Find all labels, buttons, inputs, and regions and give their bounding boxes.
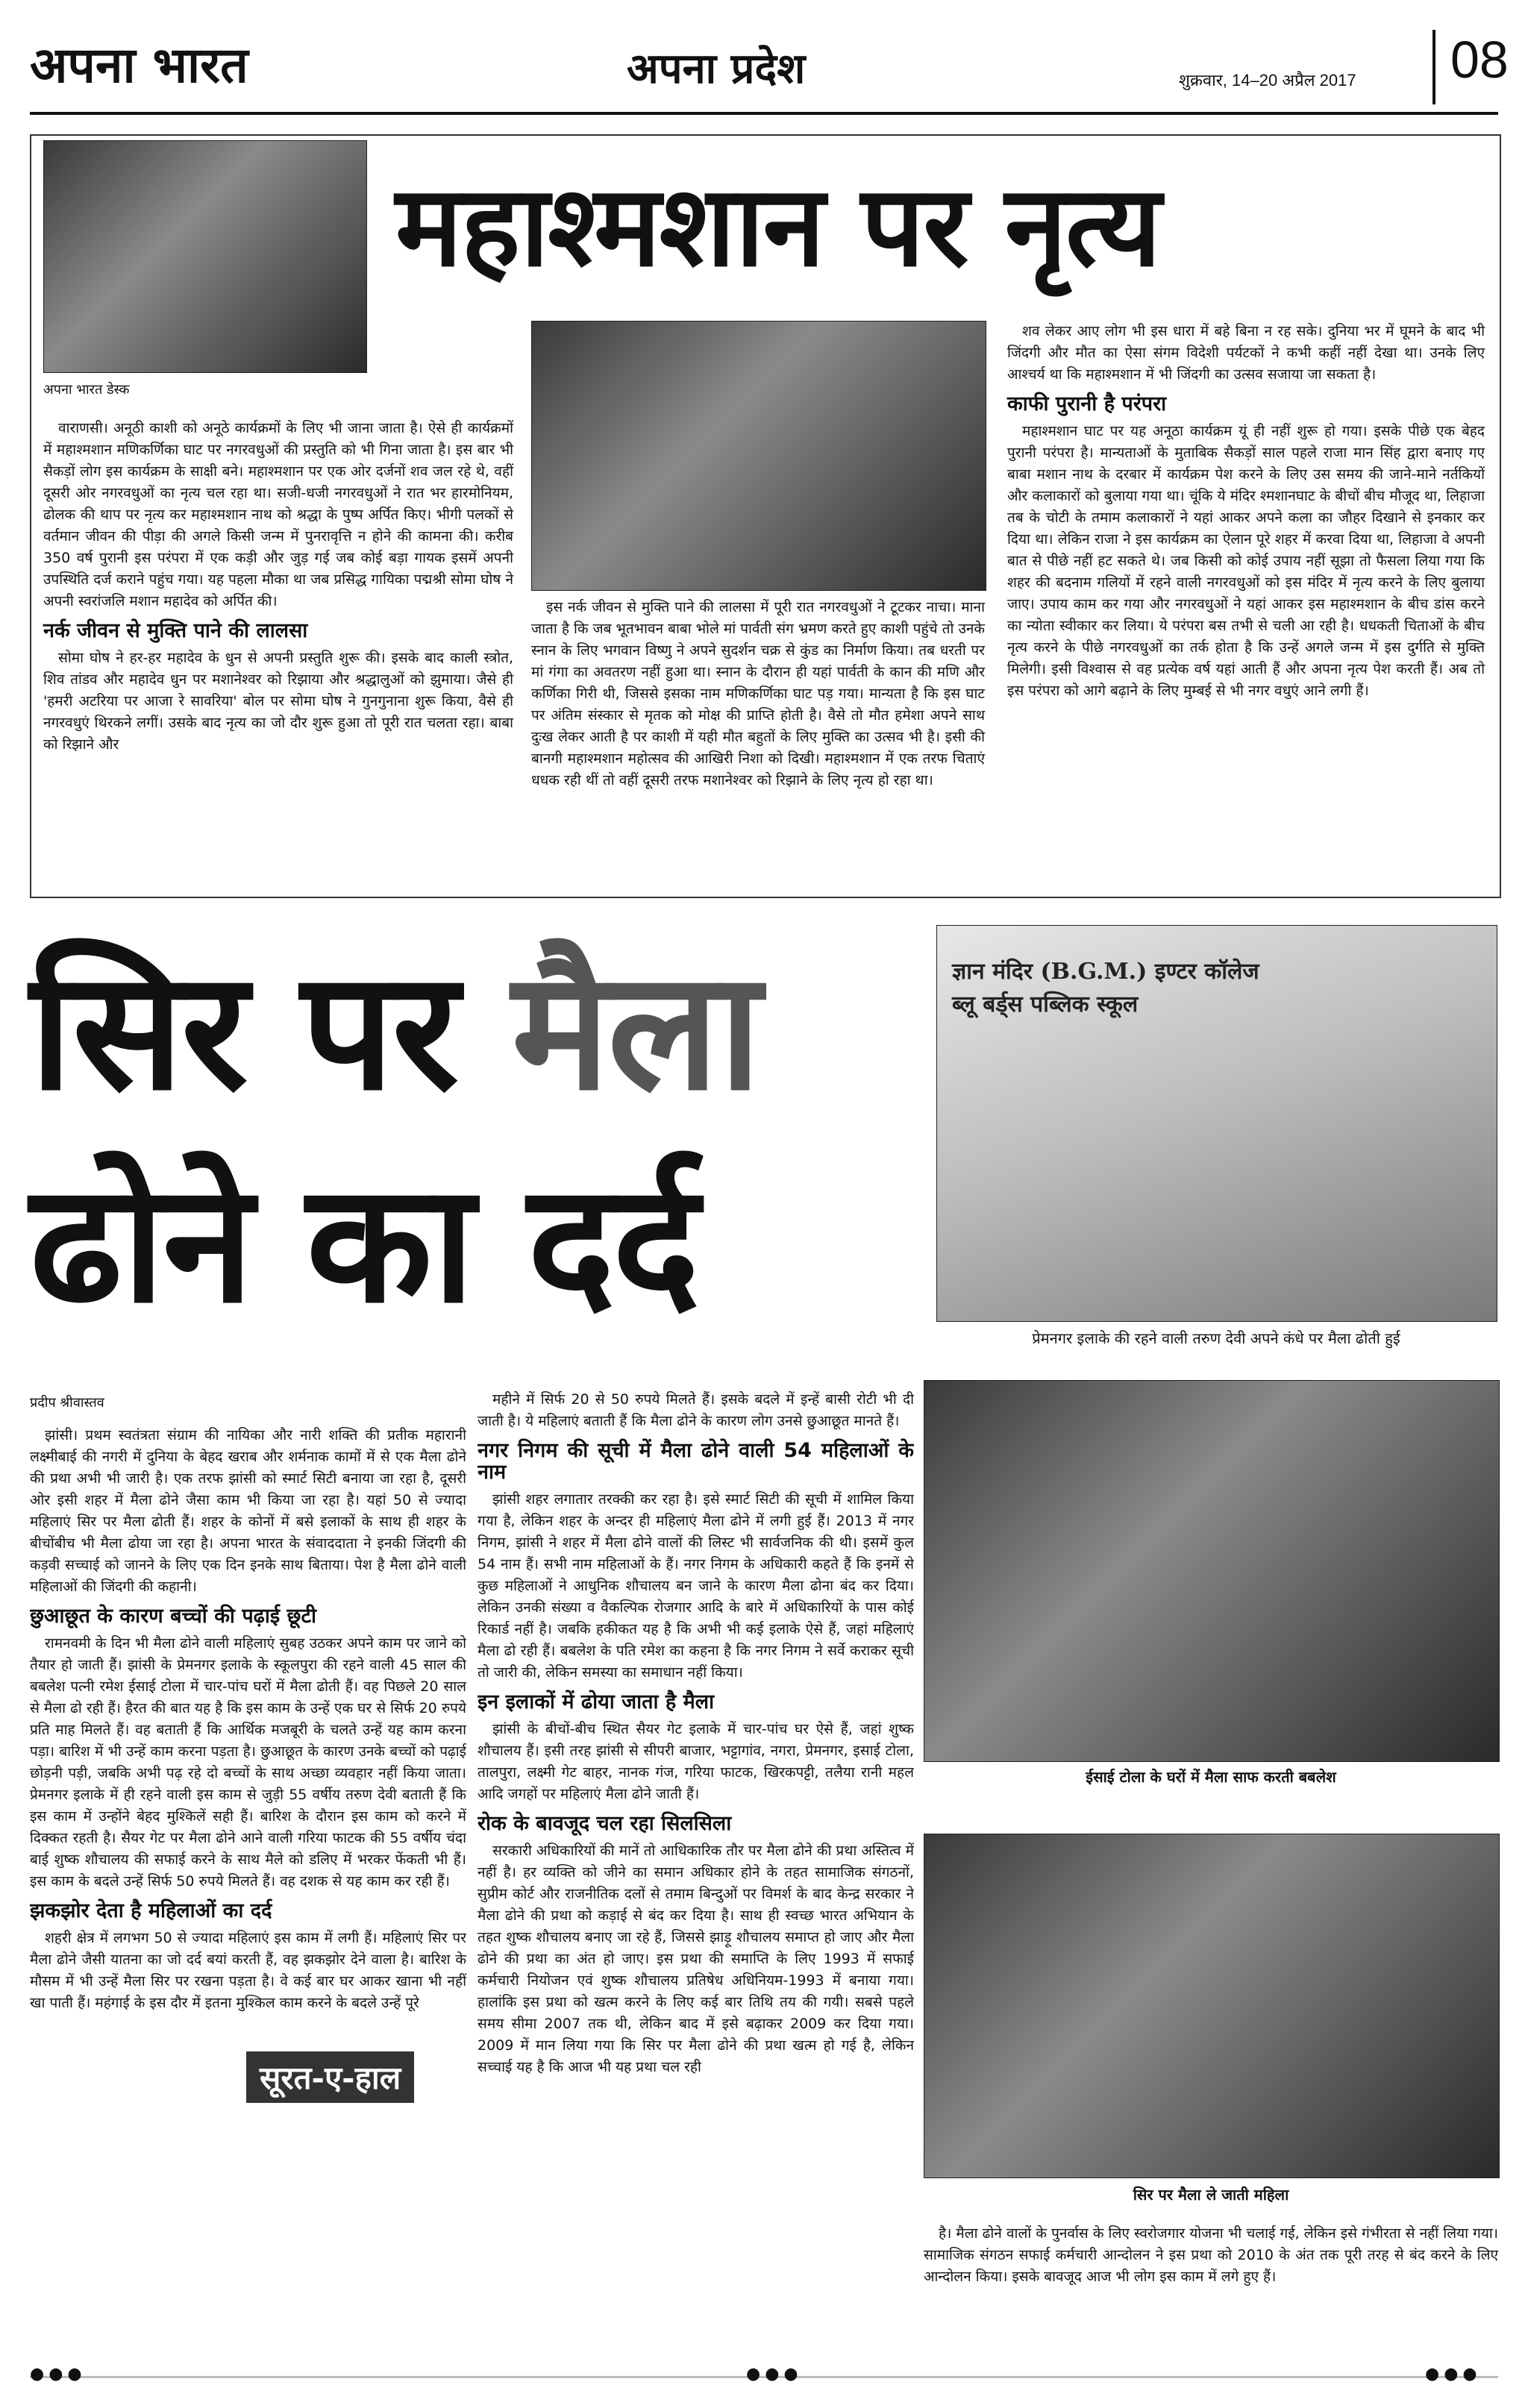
story2-column-2 — [478, 1389, 914, 2361]
story2-subhead: छुआछूत के कारण बच्चों की पढ़ाई छूटी — [30, 1605, 317, 1628]
dance-photo — [531, 321, 986, 591]
story1-paragraph: इस नर्क जीवन से मुक्ति पाने की लालसा में पूरी रात नगरवधुओं ने टूटकर नाचा। माना जाता है कि जब भूतभावन बाबा भोले मां पार्वती संग भ्रमण करते हुए काशी पहुंचे तो उनके स्नान के लिए भगवान विष्णु ने अपने सुदर्शन चक्र से कुंड का निर्माण किया। तब धरती पर मां गंगा का अवतरण नहीं हुआ था। स्नान के दौरान ही यहां पार्वती के कान की मणि और कर्णिका गिरी थी, जिससे इसका नाम मणिकर्णिका घाट पड़ गया। मान्यता है कि इस घाट पर अंतिम संस्कार से मृतक को मोक्ष की प्राप्ति होती है। वैसे तो मौत हमेशा अपने साथ दुःख लेकर आती है पर काशी में यही मौत बहुतों के लिए मुक्ति का उत्सव भी है। इसी की बानगी महाश्मशान महोत्सव की आखिरी निशा को दिखी। महाश्मशान में एक तरफ चिताएं धधक रही थीं तो वहीं दूसरी तरफ मशानेश्वर को रिझाने के लिए नृत्य हो रहा था। — [531, 599, 985, 788]
footer-dots-left: ●●● — [30, 2365, 87, 2383]
story1-paragraph: शव लेकर आए लोग भी इस धारा में बहे बिना न रह सके। दुनिया भर में घूमने के बाद भी जिंदगी और मौत का ऐसा संगम विदेशी पर्यटकों ने कभी कहीं नहीं देखा था। उनके लिए आश्चर्य था कि महाश्मशान में भी जिंदगी का उत्सव सजाया जा सकता है। — [1007, 323, 1485, 383]
singer-photo — [43, 140, 367, 373]
page-number: 08 — [1432, 30, 1509, 104]
story2-paragraph: रामनवमी के दिन भी मैला ढोने वाली महिलाएं सुबह उठकर अपने काम पर जाने को तैयार हो जाती हैं। झांसी के प्रेमनगर इलाके के स्कूलपुरा की रहने वाली 45 साल की बबलेश पत्नी रमेश ईसाई टोला में चार-पांच घरों में मैला ढोती हैं। वह पिछले 20 साल से मैला ढो रही हैं। हैरत की बात यह है कि इस काम के उन्हें एक घर से सिर्फ 20 रुपये प्रति माह मिलते हैं। वह बताती हैं कि आर्थिक मजबूरी के चलते उन्हें यह काम करना पड़ा। बारिश में भी उन्हें काम करना पड़ता है। छुआछूत के कारण उनके बच्चों को पढ़ाई छोड़नी पड़ी, जबकि अभी पढ़ रहे दो बच्चों के साथ अच्छा व्यवहार नहीं किया जाता। प्रेमनगर इलाके में ही रहने वाली इस काम से जुड़ी 55 वर्षीय तरुण देवी बताती हैं कि इस काम में उन्होंने बेहद मुश्किलें सही हैं। बारिश के दौरान इस काम को करने में दिक्कत रहती है। सैयर गेट पर मैला ढोने आने वाली गरिया फाटक की 55 वर्षीय चंदा बाई शुष्क शौचालय की सफाई करने के साथ मैले को डलिए में भरकर फेंकती भी हैं। इस काम के बदले उन्हें सिर्फ 50 रुपये मिलते हैं। वह दशक से यह काम कर रही हैं। — [30, 1635, 466, 1890]
story1-column-1 — [43, 418, 513, 880]
story1-credit: अपना भारत डेस्क — [43, 382, 130, 398]
head-load-photo — [924, 1834, 1500, 2178]
story2-headline — [30, 925, 925, 1350]
footer-dots-right: ●●● — [1425, 2365, 1482, 2383]
photo2-caption: ईसाई टोला के घरों में मैला साफ करती बबलेश — [1086, 1768, 1336, 1786]
story2-subhead: झकझोर देता है महिलाओं का दर्द — [30, 1899, 272, 1922]
story1-subhead-1: नर्क जीवन से मुक्ति पाने की लालसा — [43, 619, 308, 642]
story1-headline: महाश्मशान पर नृत्य — [395, 162, 1160, 292]
footer-dots-center: ●●● — [746, 2365, 803, 2383]
section-title: अपना प्रदेश — [627, 44, 806, 93]
wall-sign: ज्ञान मंदिर (B.G.M.) इण्टर कॉलेज ब्लू बर्ड्स पब्लिक स्कूल — [952, 959, 1259, 1018]
story2-paragraph: झांसी। प्रथम स्वतंत्रता संग्राम की नायिका और नारी शक्ति की प्रतीक महारानी लक्ष्मीबाई की नगरी में दुनिया के बेहद खराब और शर्मनाक कामों में से एक मैला ढोने की प्रथा अभी भी जारी है। एक तरफ झांसी को स्मार्ट सिटी बनाया जा रहा है, दूसरी ओर इसी शहर में मैला ढोने जैसा काम भी किया जा रहा है। यहां 50 से ज्यादा महिलाएं सिर पर मैला ढोती हैं। शहर के कोनों में बसे इलाकों के साथ ही शहर के बीचोंबीच भी मैला ढोया जा रहा है। अपना भारत के संवाददाता ने इनकी जिंदगी की कड़वी सच्चाई को जानने के लिए एक दिन इनके साथ बिताया। पेश है मैला ढोने वाली महिलाओं की जिंदगी की कहानी। — [30, 1427, 466, 1595]
story2-column-3 — [924, 2223, 1498, 2357]
story2-byline: प्रदीप श्रीवास्तव — [30, 1395, 104, 1411]
photo1-caption: प्रेमनगर इलाके की रहने वाली तरुण देवी अपने कंधे पर मैला ढोती हुई — [1032, 1329, 1400, 1347]
story2-paragraph: महीने में सिर्फ 20 से 50 रुपये मिलते हैं। इसके बदले में इन्हें बासी रोटी भी दी जाती है। ये महिलाएं बताती हैं कि मैला ढोने के कारण लोग उनसे छुआछूत मानते हैं। — [478, 1391, 914, 1429]
story2-headline-part: सिर पर — [30, 935, 512, 1126]
brick-toilet-photo — [924, 1380, 1500, 1762]
story2-subhead: इन इलाकों में ढोया जाता है मैला — [478, 1690, 715, 1713]
brand-logo: अपना भारत — [30, 36, 248, 94]
story1-paragraph: सोमा घोष ने हर-हर महादेव के धुन से अपनी प्रस्तुति शुरू की। इसके बाद काली स्त्रोत, शिव तांडव और महादेव धुन पर मशानेश्वर को रिझाया और श्रद्धालुओं को झुमाया। जैसे ही 'हमरी अटरिया पर आजा रे सावरिया' बोल पर सोमा घोष ने गुनगुनाना शुरू किया, वैसे ही नगरवधुएं थिरकने लगीं। उसके बाद नृत्य का जो दौर शुरू हुआ तो पूरी रात चलता रहा। बाबा को रिझाने और — [43, 650, 513, 753]
story2-headline-line2: ढोने का दर्द — [30, 1148, 698, 1339]
photo3-caption: सिर पर मैला ले जाती महिला — [1133, 2186, 1289, 2204]
masthead — [30, 30, 1509, 115]
story1-subhead-2: काफी पुरानी है परंपरा — [1007, 392, 1167, 416]
story2-column-1 — [30, 1425, 466, 2361]
story2-paragraph: सरकारी अधिकारियों की मानें तो आधिकारिक तौर पर मैला ढोने की प्रथा अस्तित्व में नहीं है। हर व्यक्ति को जीने का समान अधिकार होने के तहत सामाजिक संगठनों, सुप्रीम कोर्ट और राजनीतिक दलों से तमाम बिन्दुओं पर विमर्श के बाद केन्द्र सरकार ने मैला ढोने की प्रथा को कड़ाई से बंद कर दिया है। साथ ही स्वच्छ भारत अभियान के तहत शुष्क शौचालय बनाए जा रहे हैं, जिससे झाड़ू शौचालय समाप्त हो जाए और मैला ढोने की प्रथा का अंत हो जाए। इस प्रथा की समाप्ति के लिए 1993 में सफाई कर्मचारी नियोजन एवं शुष्क शौचालय प्रतिषेध अधिनियम-1993 में बनाया गया। हालांकि इस प्रथा को खत्म करने के लिए कई बार तिथि तय की गयी। सबसे पहले समय सीमा 2007 तक थी, लेकिन बाद में इसे बढ़ाकर 2009 कर दिया गया। 2009 में मान लिया गया कि सिर पर मैला ढोने की प्रथा खत्म हो गई है, लेकिन सच्चाई यह है कि आज भी यह प्रथा चल रही — [478, 1843, 914, 2075]
story1-paragraph: वाराणसी। अनूठी काशी को अनूठे कार्यक्रमों के लिए भी जाना जाता है। ऐसे ही कार्यक्रमों में महाश्मशान मणिकर्णिका घाट पर नगरवधुओं की प्रस्तुति को भी गिना जाता है। इस बार भी सैकड़ों लोग इस कार्यक्रम के साक्षी बने। महाश्मशान पर एक ओर दर्जनों शव जल रहे थे, वहीं दूसरी ओर नगरवधुओं का नृत्य चल रहा था। सजी-धजी नगरवधुओं ने रात भर हारमोनियम, ढोलक की थाप पर नृत्य कर महाश्मशान नाथ को श्रद्धा के पुष्प अर्पित किए। भीगी पलकों से वर्तमान जीवन की पीड़ा की अगले किसी जन्म में पुनरावृत्ति न होने की कामना की। करीब 350 वर्ष पुरानी इस परंपरा में एक कड़ी और जुड़ गई जब कोई बड़ा गायक इसमें अपनी उपस्थिति दर्ज कराने पहुंच गया। यह पहला मौका था जब प्रसिद्ध गायिका पद्मश्री सोमा घोष ने अपनी स्वरांजलि मशान महादेव को अर्पित की। — [43, 420, 513, 609]
story2-paragraph: झांसी के बीचों-बीच स्थित सैयर गेट इलाके में चार-पांच घर ऐसे हैं, जहां शुष्क शौचालय हैं। इसी तरह झांसी से सीपरी बाजार, भट्टागांव, नगरा, प्रेमनगर, इसाई टोला, तालपुरा, लक्ष्मी गेट बाहर, नानक गंज, गरिया फाटक, खिरकपट्टी, तलैया रानी महल आदि जगहों पर महिलाएं मैला ढोने जाती हैं। — [478, 1721, 914, 1802]
story2-paragraph: है। मैला ढोने वालों के पुनर्वास के लिए स्वरोजगार योजना भी चलाई गई, लेकिन इसे गंभीरता से नहीं लिया गया। सामाजिक संगठन सफाई कर्मचारी आन्दोलन ने इस प्रथा को 2010 के अंत तक पूरी तरह से बंद करने के लिए आन्दोलन किया। इसके बावजूद आज भी लोग इस काम में लगे हुए हैं। — [924, 2225, 1498, 2285]
story2-paragraph: शहरी क्षेत्र में लगभग 50 से ज्यादा महिलाएं इस काम में लगी हैं। महिलाएं सिर पर मैला ढोने जैसी यातना का जो दर्द बयां करती हैं, वह झकझोर देने वाला है। बारिश के मौसम में भी उन्हें मैला सिर पर रखना पड़ता है। वे कई बार घर आकर खाना भी नहीं खा पाती हैं। महंगाई के इस दौर में इतना मुश्किल काम करने के बदले उन्हें पूरे — [30, 1930, 466, 2011]
surat-e-haal-tag: सूरत-ए-हाल — [246, 2051, 414, 2103]
story2-subhead: रोक के बावजूद चल रहा सिलसिला — [478, 1812, 732, 1835]
story2-paragraph: झांसी शहर लगातार तरक्की कर रहा है। इसे स्मार्ट सिटी की सूची में शामिल किया गया है, लेकिन शहर के अन्दर ही महिलाएं मैला ढोने में लगी हुई हैं। 2013 में नगर निगम, झांसी ने शहर में मैला ढोने वालों की लिस्ट भी सार्वजनिक की थी। इसमें कुल 54 नाम हैं। सभी नाम महिलाओं के हैं। नगर निगम के अधिकारी कहते हैं कि इनमें से कुछ महिलाओं ने आधुनिक शौचालय बन जाने के कारण मैला ढोना बंद कर दिया। लेकिन उनकी संख्या व वैकल्पिक रोजगार आदि के बारे में अधिकारियों के पास कोई रिकार्ड नहीं है। जबकि हकीकत यह है कि अभी भी कई इलाके ऐसे हैं, जहां महिलाएं मैला ढो रही हैं। बबलेश के पति रमेश का कहना है कि नगर निगम ने सर्वे कराकर सूची तो जारी की, लेकिन समस्या का समाधान नहीं किया। — [478, 1491, 914, 1681]
issue-date: शुक्रवार, 14–20 अप्रैल 2017 — [1179, 71, 1356, 90]
story1-column-3 — [1007, 321, 1485, 880]
wall-photo — [936, 925, 1497, 1322]
story2-headline-highlight: मैला — [511, 935, 760, 1126]
story1-column-2 — [531, 597, 985, 880]
story1-paragraph: महाश्मशान घाट पर यह अनूठा कार्यक्रम यूं ही नहीं शुरू हो गया। इसके पीछे एक बेहद पुरानी परंपरा है। मान्यताओं के मुताबिक सैकड़ों साल पहले राजा मान सिंह द्वारा बनाए गए बाबा मशान नाथ के दरबार में कार्यक्रम पेश करने के लिए उस समय की जाने-माने नर्तकियों और कलाकारों को बुलाया गया था। चूंकि ये मंदिर श्मशानघाट के बीचों बीच मौजूद था, लिहाजा तब के चोटी के तमाम कलाकारों ने यहां आकर अपने कला का जौहर दिखाने से इनकार कर दिया था। लेकिन राजा ने इस कार्यक्रम का ऐलान पूरे शहर में करवा दिया था, लिहाजा वे अपनी बात से पीछे नहीं हट सकते थे। जब किसी को कोई उपाय नहीं सूझा तो फैसला लिया गया कि शहर की बदनाम गलियों में रहने वाली नगरवधुओं को इस मंदिर में नृत्य करने के लिए बुलाया जाए। उपाय काम कर गया और नगरवधुओं ने यहां आकर इस महाश्मशान के बीच डांस करने का न्योता स्वीकार कर लिया। ये परंपरा बस तभी से चली आ रही है। धधकती चिताओं के बीच नृत्य करने के पीछे नगरवधुओं का तर्क होता है कि उन्हें अगले जन्म में इस दुर्गति से मुक्ति मिलेगी। इसी विश्वास से वह प्रत्येक वर्ष यहां आती हैं और अपना नृत्य पेश करती हैं। अब तो इस परंपरा को आगे बढ़ाने के लिए मुम्बई से भी नगर वधुएं आने लगी हैं। — [1007, 423, 1485, 699]
story2-subhead: नगर निगम की सूची में मैला ढोने वाली 54 महिलाओं के नाम — [478, 1439, 914, 1484]
